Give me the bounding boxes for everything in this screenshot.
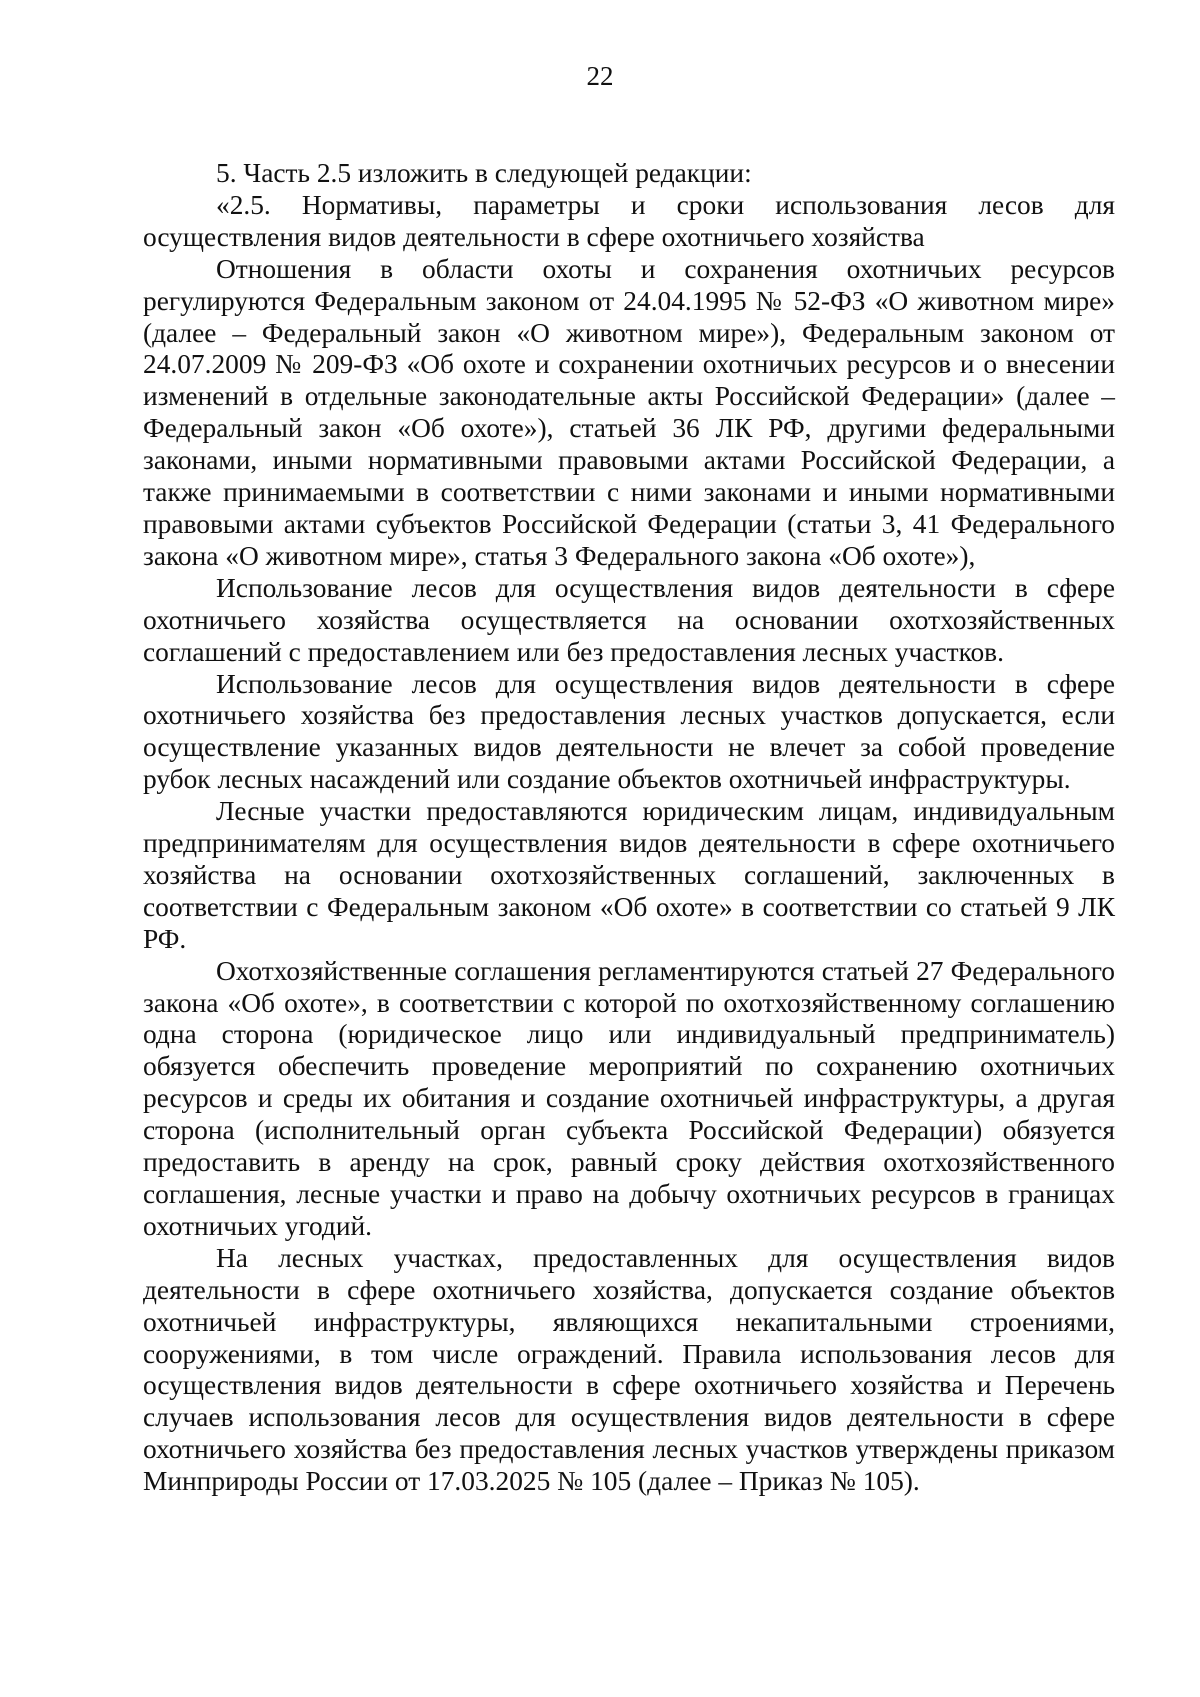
paragraph-use-basis: Использование лесов для осуществления видов деятельности в сфере охотничьего хозяйства осуществляется на основании охотхозяйственных соглашений с предоставлением или без предоставления лесных участков. (143, 572, 1115, 667)
paragraph-plot-provision: Лесные участки предоставляются юридическим лицам, индивидуальным предпринимателям для осуществления видов деятельности в сфере охотничьего хозяйства на основании охотхозяйственных соглашений, заключенных в соответствии с Федеральным законом «Об охоте» в соответствии со статьей 9 ЛК РФ. (143, 796, 1115, 954)
paragraph-section-heading: «2.5. Нормативы, параметры и сроки использования лесов для осуществления видов деятельности в сфере охотничьего хозяйства (143, 189, 1115, 252)
paragraph-use-without-plots: Использование лесов для осуществления видов деятельности в сфере охотничьего хозяйства без предоставления лесных участков допускается, если осуществление указанных видов деятельности не влечет за собой проведение рубок лесных насаждений или создание объектов охотничьей инфраструктуры. (143, 668, 1115, 795)
paragraph-infrastructure: На лесных участках, предоставленных для осуществления видов деятельности в сфере охотничьего хозяйства, допускается создание объектов охотничьей инфраструктуры, являющихся некапитальными строениями, сооружениями, в том числе ограждений. Правила использования лесов для осуществления видов деятельности в сфере охотничьего хозяйства и Перечень случаев использования лесов для осуществления видов деятельности в сфере охотничьего хозяйства без предоставления лесных участков утверждены приказом Минприроды России от 17.03.2025 № 105 (далее – Приказ № 105). (143, 1242, 1115, 1497)
paragraph-legal-basis: Отношения в области охоты и сохранения охотничьих ресурсов регулируются Федеральным законом от 24.04.1995 № 52-ФЗ «О животном мире» (далее – Федеральный закон «О животном мире»), Федеральным законом от 24.07.2009 № 209-ФЗ «Об охоте и сохранении охотничьих ресурсов и о внесении изменений в отдельные законодательные акты Российской Федерации» (далее – Федеральный закон «Об охоте»), статьей 36 ЛК РФ, другими федеральными законами, иными нормативными правовыми актами Российской Федерации, а также принимаемыми в соответствии с ними законами и иными нормативными правовыми актами субъектов Российской Федерации (статьи 3, 41 Федерального закона «О животном мире», статья 3 Федерального закона «Об охоте»), (143, 253, 1115, 571)
paragraph-agreements: Охотхозяйственные соглашения регламентируются статьей 27 Федерального закона «Об охоте», в соответствии с которой по охотхозяйственному соглашению одна сторона (юридическое лицо или индивидуальный предприниматель) обязуется обеспечить проведение мероприятий по сохранению охотничьих ресурсов и среды их обитания и создание охотничьей инфраструктуры, а другая сторона (исполнительный орган субъекта Российской Федерации) обязуется предоставить в аренду на срок, равный сроку действия охотхозяйственного соглашения, лесные участки и право на добычу охотничьих ресурсов в границах охотничьих угодий. (143, 955, 1115, 1241)
paragraph-amendment-instruction: 5. Часть 2.5 изложить в следующей редакции: (216, 158, 752, 188)
page-number: 22 (586, 61, 614, 91)
document-body (143, 158, 1115, 1498)
